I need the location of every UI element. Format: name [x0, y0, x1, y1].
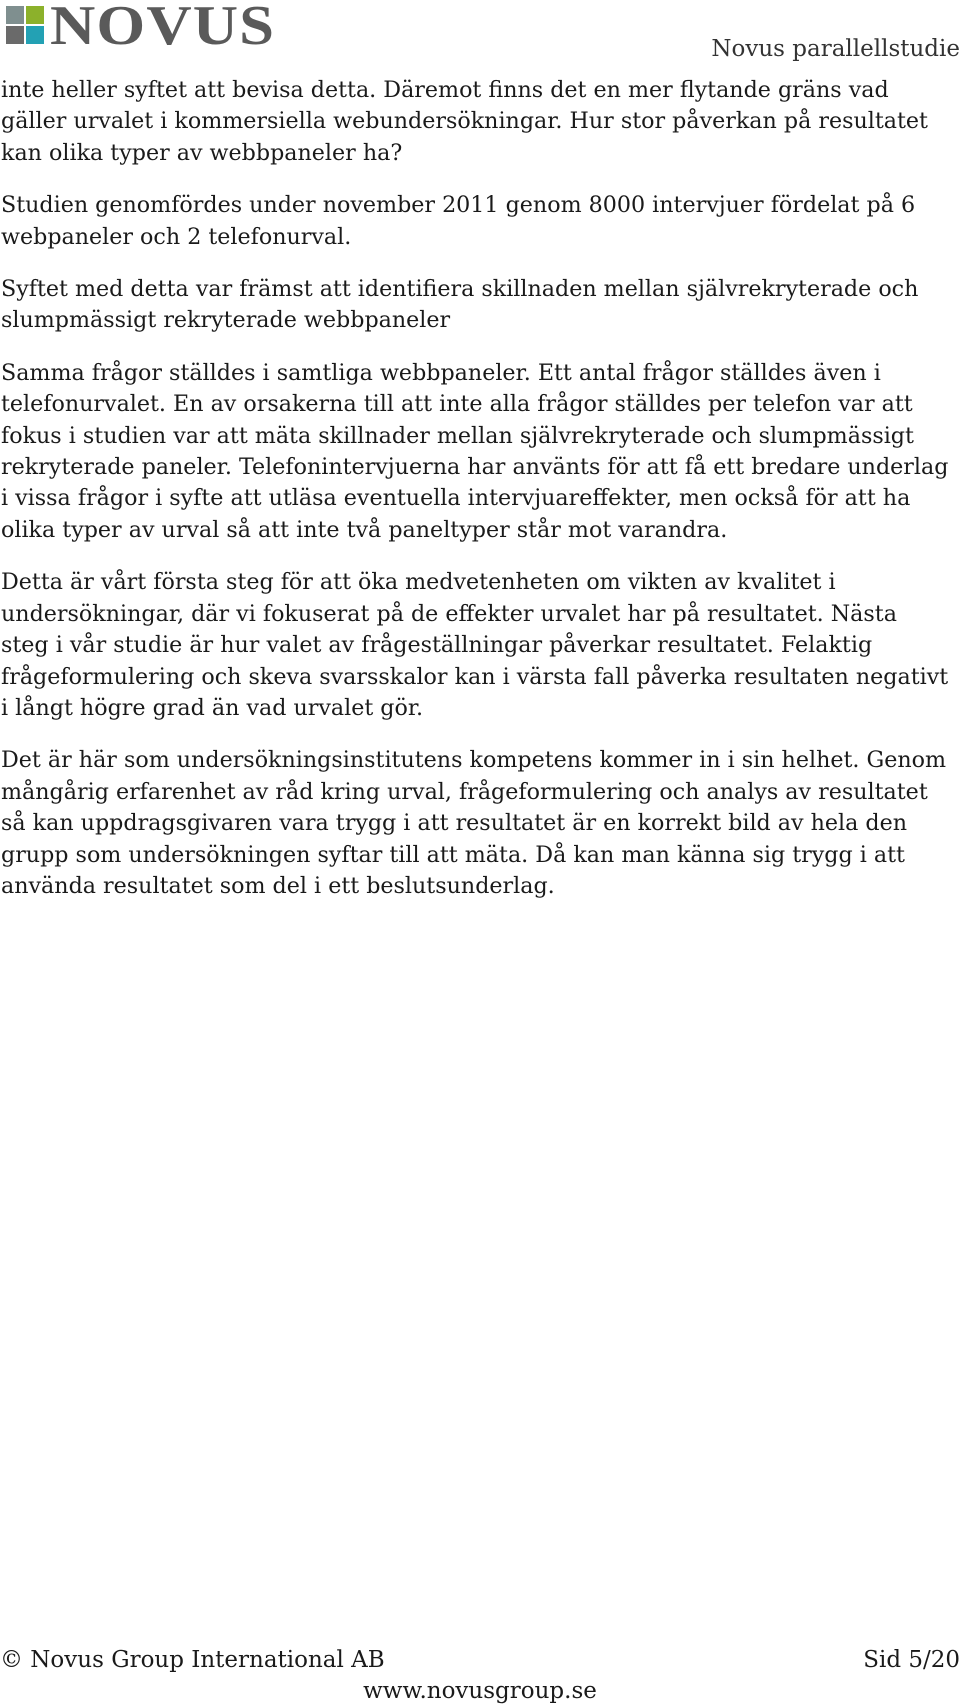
- logo-wordmark: NOVUS: [50, 0, 276, 57]
- logo-squares-icon: [6, 6, 46, 46]
- body-text: [1, 75, 951, 923]
- paragraph: Det är här som undersökningsinstitutens kompetens kommer in i sin helhet. Genom mångårig erfarenhet av råd kring urval, frågeformulering och analys av resultatet så kan uppdragsgivaren vara trygg i att resultatet är en korrekt bild av hela den grupp som undersökningen syftar till att mäta. Då kan man känna sig trygg i att använda resultatet som del i ett beslutsunderlag.: [1, 747, 947, 899]
- paragraph: Syftet med detta var främst att identifiera skillnaden mellan självrekryterade och slumpmässigt rekryterade webbpaneler: [1, 276, 919, 334]
- footer-website-link[interactable]: www.novusgroup.se: [363, 1678, 597, 1704]
- page-number: Sid 5/20: [863, 1647, 960, 1673]
- document-title: Novus parallellstudie: [711, 36, 960, 62]
- paragraph: inte heller syftet att bevisa detta. Däremot finns det en mer flytande gräns vad gäller urvalet i kommersiella webundersökningar. Hur stor påverkan på resultatet kan olika typer av webbpaneler ha?: [1, 77, 928, 166]
- novus-logo: [6, 0, 276, 57]
- paragraph: Detta är vårt första steg för att öka medvetenheten om vikten av kvalitet i undersökningar, där vi fokuserat på de effekter urvalet har på resultatet. Nästa steg i vår studie är hur valet av frågeställningar påverkar resultatet. Felaktig frågeformulering och skeva svarsskalor kan i värsta fall påverka resultaten negativt i långt högre grad än vad urvalet gör.: [1, 569, 949, 721]
- paragraph: Samma frågor ställdes i samtliga webbpaneler. Ett antal frågor ställdes även i telefonurvalet. En av orsakerna till att inte alla frågor ställdes per telefon var att fokus i studien var att mäta skillnader mellan självrekryterade och slumpmässigt rekryterade paneler. Telefonintervjuerna har använts för att få ett bredare underlag i vissa frågor i syfte att utläsa eventuella intervjuareffekter, men också för att ha olika typer av urval så att inte två paneltyper står mot varandra.: [1, 359, 949, 543]
- footer-copyright: © Novus Group International AB: [0, 1647, 385, 1673]
- paragraph: Studien genomfördes under november 2011 genom 8000 intervjuer fördelat på 6 webpaneler och 2 telefonurval.: [1, 192, 916, 250]
- page-header: [0, 0, 960, 70]
